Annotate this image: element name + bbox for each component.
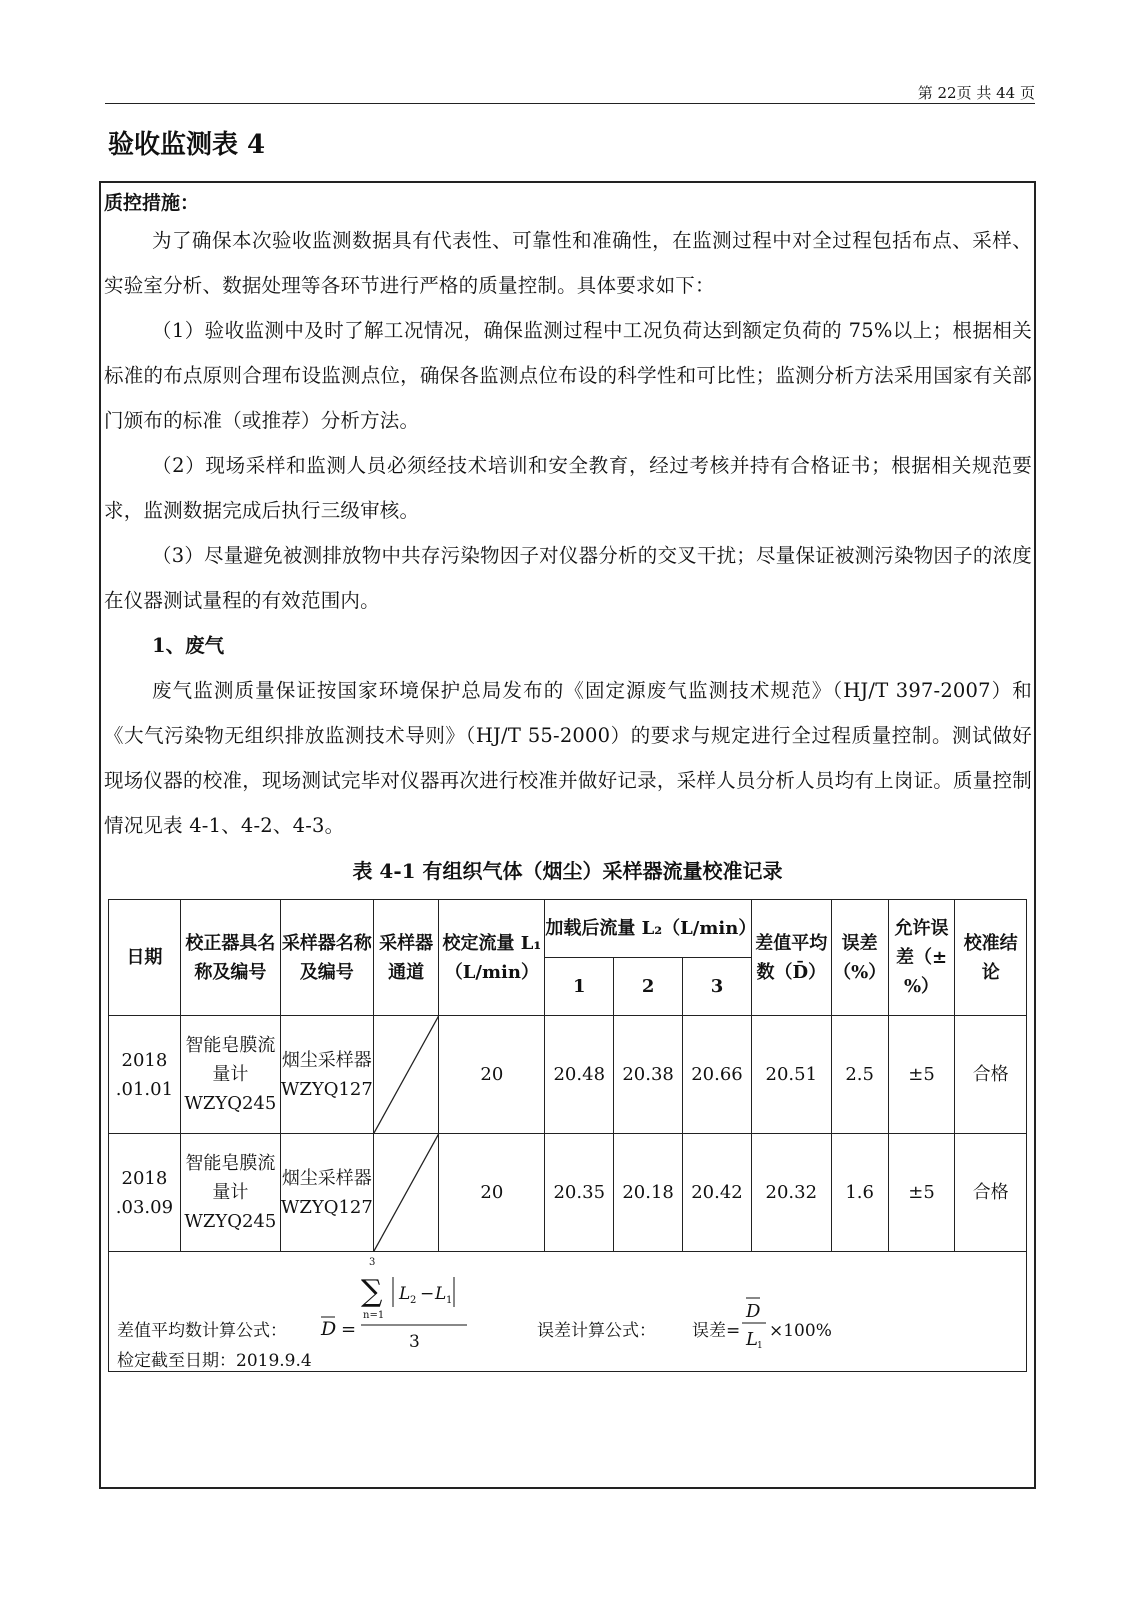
header-error: 误差（%） [831,900,888,1016]
formula-area [109,1253,1026,1371]
header-diff-avg: 差值平均数（D̄） [751,900,831,1016]
cell-channel-empty [373,1134,439,1252]
header-loaded-flow: 加载后流量 L₂（L/min） [545,900,752,958]
cell-v3: 20.66 [683,1016,752,1134]
cell-date: 2018 .01.01 [109,1016,181,1134]
cell-rated: 20 [439,1016,545,1134]
table-caption: 表 4-1 有组织气体（烟尘）采样器流量校准记录 [352,859,783,883]
expiry-date: 检定截至日期：2019.9.4 [117,1350,312,1371]
cell-v2: 20.38 [614,1016,683,1134]
diagonal-slash-icon [374,1134,439,1251]
cell-rated: 20 [439,1134,545,1252]
cell-sampler: 烟尘采样器 WZYQ127 [280,1134,373,1252]
content-body [101,183,1034,848]
cell-v1: 20.48 [545,1016,614,1134]
document-title: 验收监测表 4 [108,130,266,160]
header-conclusion: 校准结论 [955,900,1027,1016]
svg-text:L: L [435,1283,447,1304]
cell-avg: 20.51 [751,1016,831,1134]
header-sub-2: 2 [614,958,683,1016]
paragraph-item-3: （3）尽量避免被测排放物中共存污染物因子对仪器分析的交叉干扰；尽量保证被测污染物因子的浓度在仪器测试量程的有效范围内。 [104,544,1032,612]
cell-allowed: ±5 [888,1134,955,1252]
header-sub-1: 1 [545,958,614,1016]
cell-v3: 20.42 [683,1134,752,1252]
svg-text:∑: ∑ [361,1273,383,1309]
paragraph-item-1: （1）验收监测中及时了解工况情况，确保监测过程中工况负荷达到额定负荷的 75%以上；根据相关标准的布点原则合理布设监测点位，确保各监测点位布设的科学性和可比性；监测分析方法采用国家有关部门颁布的标准（或推荐）分析方法。 [104,319,1032,432]
cell-error: 2.5 [831,1016,888,1134]
table-row [109,1016,1027,1134]
cell-error: 1.6 [831,1134,888,1252]
page-header [105,78,1035,104]
formula-err-label: 误差计算公式： [537,1320,656,1341]
header-rated-flow: 校定流量 L₁（L/min） [439,900,545,1016]
svg-text:3: 3 [369,1256,376,1268]
svg-text:L: L [746,1328,758,1350]
cell-result: 合格 [955,1134,1027,1252]
cell-sampler: 烟尘采样器 WZYQ127 [280,1016,373,1134]
formula-cell [109,1252,1027,1372]
svg-text:L: L [399,1283,411,1304]
avg-formula-icon [309,1255,479,1351]
header-date: 日期 [109,900,181,1016]
section-label: 质控措施： [104,192,200,214]
cell-avg: 20.32 [751,1134,831,1252]
svg-text:D: D [321,1317,337,1340]
cell-v2: 20.18 [614,1134,683,1252]
header-sub-3: 3 [683,958,752,1016]
svg-text:3: 3 [409,1331,420,1351]
table-row [109,1134,1027,1252]
formula-row [109,1252,1027,1372]
cell-date: 2018 .03.09 [109,1134,181,1252]
page-number: 第 22页 共 44 页 [917,84,1035,102]
svg-text:n=1: n=1 [363,1309,385,1321]
diagonal-slash-icon [374,1016,439,1133]
cell-channel-empty [373,1016,439,1134]
svg-text:D: D [746,1300,761,1322]
paragraph-intro: 为了确保本次验收监测数据具有代表性、可靠性和准确性，在监测过程中对全过程包括布点、采样、实验室分析、数据处理等各环节进行严格的质量控制。具体要求如下： [104,229,1032,297]
header-allowed: 允许误差（±%） [888,900,955,1016]
cell-calibrator: 智能皂膜流量计 WZYQ245 [180,1016,280,1134]
paragraph-item-2: （2）现场采样和监测人员必须经技术培训和安全教育，经过考核并持有合格证书；根据相关规范要求，监测数据完成后执行三级审核。 [104,454,1032,522]
header-calibrator: 校正器具名称及编号 [180,900,280,1016]
svg-text:−: − [420,1283,435,1304]
cell-v1: 20.35 [545,1134,614,1252]
calibration-table [108,899,1027,1372]
cell-calibrator: 智能皂膜流量计 WZYQ245 [180,1134,280,1252]
svg-text:2: 2 [410,1294,417,1306]
cell-result: 合格 [955,1016,1027,1134]
header-channel: 采样器通道 [373,900,439,1016]
subheading-gas: 1、废气 [152,634,225,657]
svg-text:1: 1 [446,1294,453,1306]
formula-err-text: 误差= [692,1320,741,1341]
formula-avg-label: 差值平均数计算公式： [117,1320,287,1341]
cell-allowed: ±5 [888,1016,955,1134]
svg-text:=: = [341,1318,357,1340]
formula-err-suffix: ×100% [769,1320,832,1341]
svg-text:1: 1 [757,1340,763,1351]
content-frame [99,181,1036,1489]
paragraph-gas: 废气监测质量保证按国家环境保护总局发布的《固定源废气监测技术规范》（HJ/T 397-2007）和《大气污染物无组织排放监测技术导则》（HJ/T 55-2000）的要求与规定进行全过程质量控制。测试做好现场仪器的校准，现场测试完毕对仪器再次进行校准并做好记录，采样人员分析人员均有上岗证。质量控制情况见表 4-1、4-2、4-3。 [104,679,1032,837]
err-fraction-icon [742,1293,768,1353]
header-sampler: 采样器名称及编号 [280,900,373,1016]
